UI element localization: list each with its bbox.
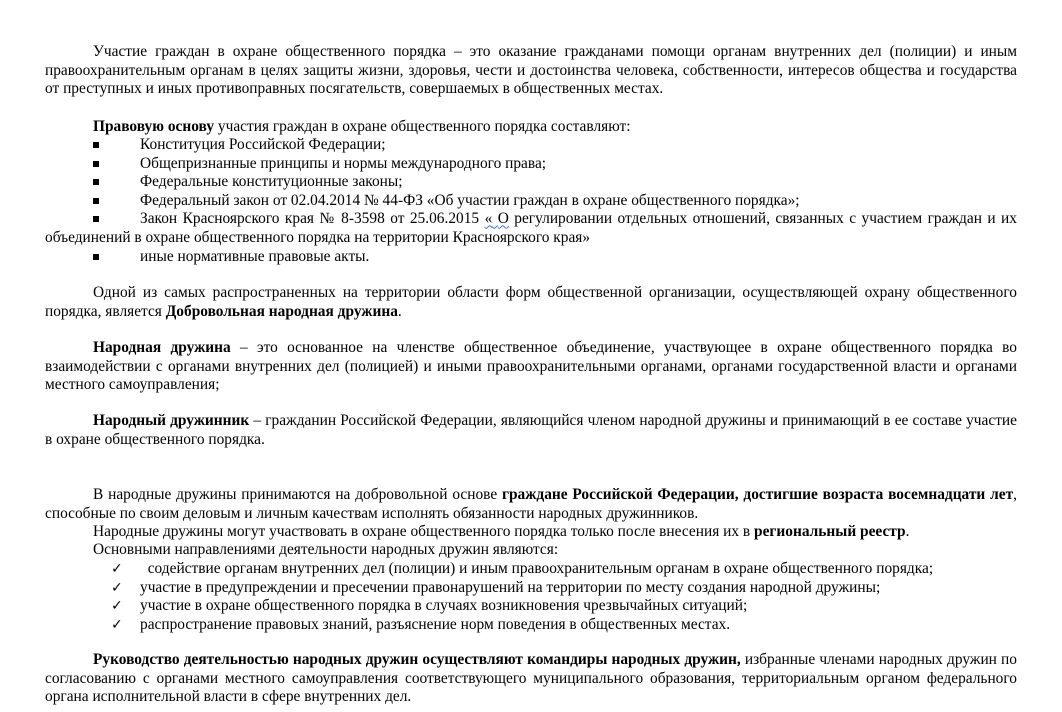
legal-basis-term: Правовую основу <box>93 118 215 135</box>
bullet-square-icon <box>93 254 99 260</box>
checkmark-icon: ✓ <box>111 616 123 633</box>
paragraph-druzhina-definition: Народная дружина – это основанное на членстве общественное объединение, участвующее в охране общественного порядка во взаимодействии с органами внутренних дел (полицией) и иными правоохранительными органами, органами государственной власти и органами местного самоуправления; <box>45 339 1018 394</box>
paragraph-leadership: Руководство деятельностью народных дружин осуществляют командиры народных дружин, избранные членами народных дружин по согласованию с органами местного самоуправления соответствующего муниципального образования, территориальным органом федерального органа исполнительной власти в сфере внутренних дел. <box>45 651 1017 706</box>
list-item: ✓ распространение правовых знаний, разъяснение норм поведения в общественных местах. <box>111 615 731 633</box>
spelling-marked-text: « <box>484 210 493 228</box>
list-item: иные нормативные правовые акты. <box>45 248 1017 267</box>
list-item: Закон Красноярского края № 8-3598 от 25.06.2015 « О регулировании отдельных отношений, связанных с участием граждан и их объединений в охране общественного порядка на территории Красноярского края» <box>45 210 1017 246</box>
bullet-square-icon <box>93 179 99 185</box>
checkmark-icon: ✓ <box>111 561 123 577</box>
checkmark-icon: ✓ <box>111 579 123 596</box>
paragraph-druzhinnik-definition: Народный дружинник – гражданин Российской Федерации, являющийся членом народной дружины и принимающий в ее составе участие в охране общественного порядка. <box>45 412 1017 448</box>
paragraph-registry: Народные дружины могут участвовать в охране общественного порядка только после внесения их в региональный реестр. <box>93 523 910 540</box>
bullet-square-icon <box>93 142 99 148</box>
paragraph-definition: Участие граждан в охране общественного порядка – это оказание гражданами помощи органам внутренних дел (полиции) и иным правоохранительным органам в целях защиты жизни, здоровья, чести и достоинства человека, собственности, интересов общества и государства от преступных и иных противоправных посягательств, совершаемых в общественных местах. <box>45 43 1017 98</box>
list-item: Федеральные конституционные законы; <box>45 173 1017 192</box>
list-item: Конституция Российской Федерации; <box>45 136 1017 155</box>
directions-list <box>45 560 1017 634</box>
list-item: Федеральный закон от 02.04.2014 № 44-ФЗ «Об участии граждан в охране общественного порядка»; <box>45 192 1017 211</box>
paragraph-directions-intro: Основными направлениями деятельности народных дружин являются: <box>93 541 559 558</box>
list-item: ✓ участие в предупреждении и пресечении правонарушений на территории по месту создания народной дружины; <box>111 578 881 596</box>
bullet-square-icon <box>93 198 99 204</box>
list-item: ✓ содействие органам внутренних дел (полиции) и иным правоохранительным органам в охране общественного порядка; <box>111 560 934 577</box>
list-item: ✓ участие в охране общественного порядка в случаях возникновения чрезвычайных ситуаций; <box>111 597 748 615</box>
paragraph-membership: В народные дружины принимаются на добровольной основе граждане Российской Федерации, достигшие возраста восемнадцати лет, способные по своим деловым и личным качествам исполнять обязанности народных дружинников. <box>45 486 1017 522</box>
list-item: Общепризнанные принципы и нормы международного права; <box>45 155 1017 174</box>
legal-basis-list <box>45 136 1017 266</box>
checkmark-icon: ✓ <box>111 598 123 615</box>
bullet-square-icon <box>93 161 99 167</box>
paragraph-legal-basis: Правовую основу участия граждан в охране общественного порядка составляют: <box>93 118 631 135</box>
paragraph-common-form: Одной из самых распространенных на территории области форм общественной организации, осуществляющей охрану общественного порядка, является Добровольная народная дружина. <box>45 284 1017 320</box>
bullet-square-icon <box>93 216 99 222</box>
